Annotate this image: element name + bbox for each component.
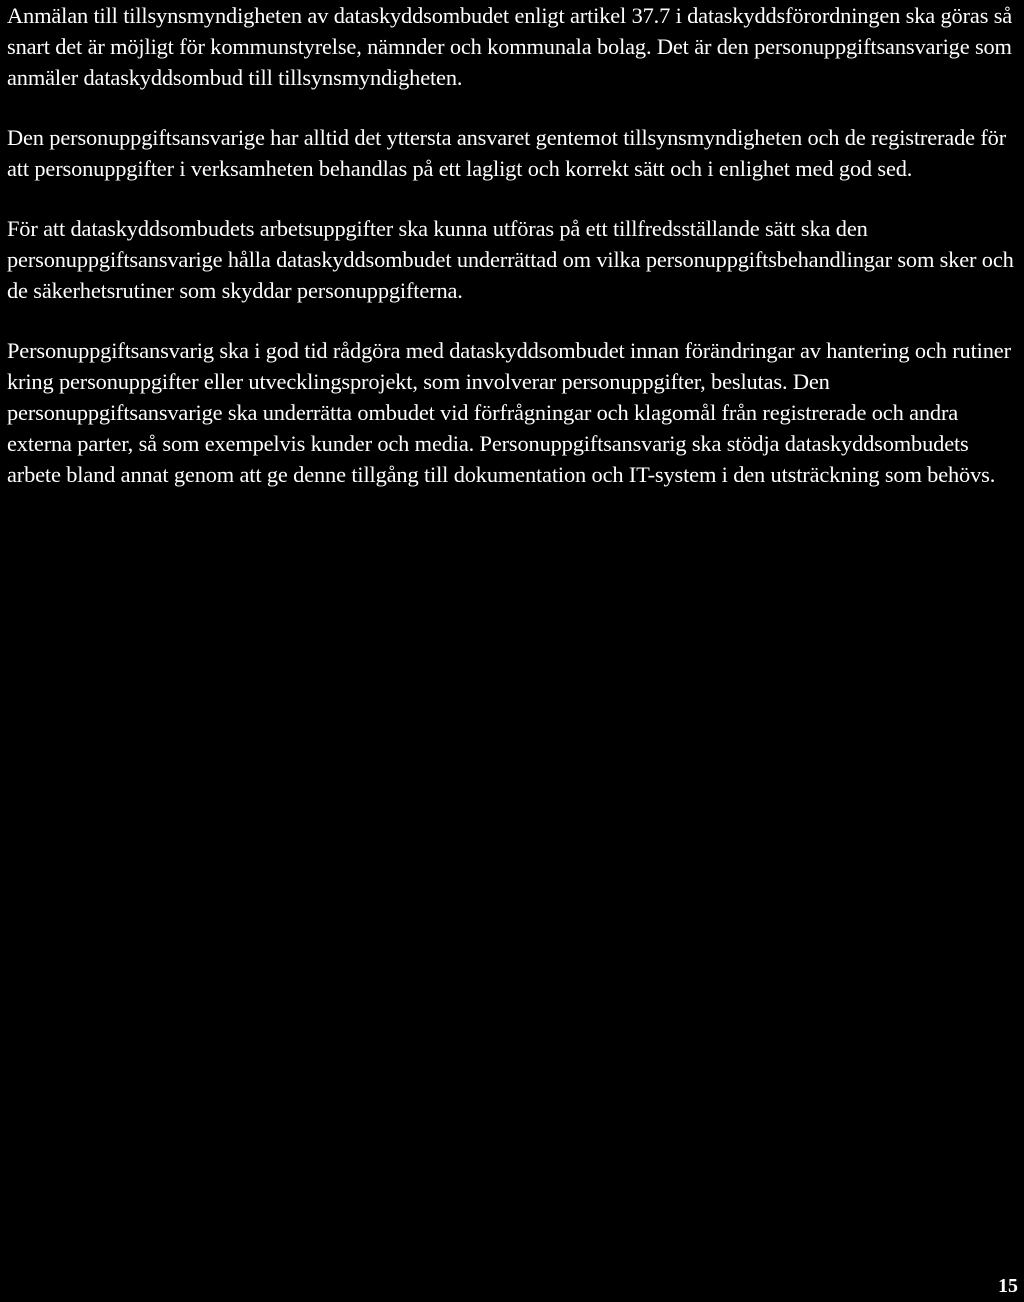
paragraph-notification: Anmälan till tillsynsmyndigheten av dataskyddsombudet enligt artikel 37.7 i dataskyddsförordningen ska göras så snart det är möjligt för kommunstyrelse, nämnder och kommunala bolag. Det är den personuppgiftsansvarige som anmäler dataskyddsombud till tillsynsmyndigheten. [7, 3, 1013, 90]
document-body [7, 0, 1023, 519]
paragraph-keep-informed: För att dataskyddsombudets arbetsuppgifter ska kunna utföras på ett tillfredsställande sätt ska den personuppgiftsansvarige hålla dataskyddsombudet underrättad om vilka personuppgiftsbehandlingar som sker och de säkerhetsrutiner som skyddar personuppgifterna. [7, 216, 1014, 303]
paragraph-ultimate-responsibility: Den personuppgiftsansvarige har alltid det yttersta ansvaret gentemot tillsynsmyndigheten och de registrerade för att personuppgifter i verksamheten behandlas på ett lagligt och korrekt sätt och i enlighet med god sed. [7, 125, 1007, 181]
page-number: 15 [998, 1275, 1018, 1297]
paragraph-consultation: Personuppgiftsansvarig ska i god tid rådgöra med dataskyddsombudet innan förändringar av hantering och rutiner kring personuppgifter eller utvecklingsprojekt, som involverar personuppgifter, beslutas. Den personuppgiftsansvarige ska underrätta ombudet vid förfrågningar och klagomål från registrerade och andra externa parter, så som exempelvis kunder och media. Personuppgiftsansvarig ska stödja dataskyddsombudets arbete bland annat genom att ge denne tillgång till dokumentation och IT-system i den utsträckning som behövs. [7, 338, 1011, 487]
